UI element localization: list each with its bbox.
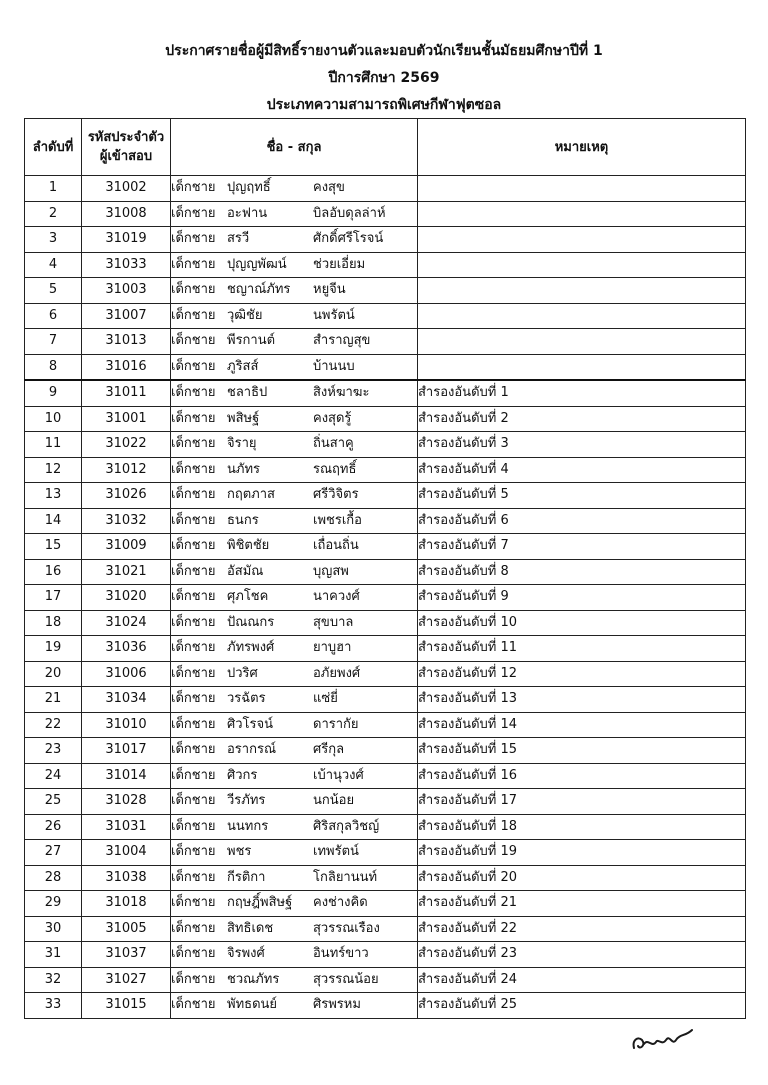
- row-exam-id: 31018: [82, 891, 171, 917]
- row-order: 20: [25, 661, 82, 687]
- row-exam-id: 31033: [82, 252, 171, 278]
- name-prefix: เด็กชาย: [171, 205, 216, 221]
- header-name: ชื่อ - สกุล: [171, 119, 418, 176]
- last-name: สิงห์ฆาฆะ: [313, 385, 370, 401]
- table-row: [25, 840, 746, 866]
- row-note: สำรองอันดับที่ 18: [418, 814, 746, 840]
- row-order: 24: [25, 763, 82, 789]
- name-prefix: เด็กชาย: [171, 716, 216, 732]
- row-order: 25: [25, 789, 82, 815]
- last-name: ศักดิ์ศรีโรจน์: [313, 231, 384, 247]
- name-prefix: เด็กชาย: [171, 640, 216, 656]
- row-exam-id: 31014: [82, 763, 171, 789]
- row-exam-id: 31002: [82, 176, 171, 202]
- row-full-name: [171, 967, 418, 993]
- name-prefix: เด็กชาย: [171, 563, 216, 579]
- last-name: เทพรัตน์: [313, 844, 359, 860]
- first-name: อรากรณ์: [227, 742, 277, 758]
- last-name: ศิริสกุลวิชญ์: [313, 818, 380, 834]
- row-exam-id: 31028: [82, 789, 171, 815]
- last-name: ถิ่นสาคู: [313, 436, 354, 452]
- student-roster-table: [24, 118, 746, 1019]
- row-exam-id: 31022: [82, 432, 171, 458]
- row-full-name: [171, 840, 418, 866]
- row-full-name: [171, 278, 418, 304]
- last-name: ดารากัย: [313, 716, 359, 732]
- row-order: 33: [25, 993, 82, 1019]
- name-prefix: เด็กชาย: [171, 971, 216, 987]
- row-note: สำรองอันดับที่ 12: [418, 661, 746, 687]
- row-exam-id: 31003: [82, 278, 171, 304]
- row-exam-id: 31011: [82, 380, 171, 406]
- row-note: สำรองอันดับที่ 6: [418, 508, 746, 534]
- first-name: พีรกานต์: [227, 333, 276, 349]
- row-full-name: [171, 227, 418, 253]
- row-order: 11: [25, 432, 82, 458]
- row-order: 30: [25, 916, 82, 942]
- table-row: [25, 661, 746, 687]
- table-row: [25, 329, 746, 355]
- name-prefix: เด็กชาย: [171, 818, 216, 834]
- row-note: [418, 278, 746, 304]
- name-prefix: เด็กชาย: [171, 997, 216, 1013]
- name-prefix: เด็กชาย: [171, 487, 216, 503]
- row-full-name: [171, 763, 418, 789]
- last-name: สุวรรณน้อย: [313, 971, 379, 987]
- row-full-name: [171, 508, 418, 534]
- row-order: 28: [25, 865, 82, 891]
- row-order: 21: [25, 687, 82, 713]
- table-row: [25, 636, 746, 662]
- row-exam-id: 31007: [82, 303, 171, 329]
- table-row: [25, 738, 746, 764]
- row-full-name: [171, 432, 418, 458]
- first-name: ปุญญพัฒน์: [227, 256, 287, 272]
- row-exam-id: 31026: [82, 483, 171, 509]
- row-note: [418, 303, 746, 329]
- last-name: หยูจีน: [313, 282, 346, 298]
- last-name: อินทร์ขาว: [313, 946, 369, 962]
- row-exam-id: 31038: [82, 865, 171, 891]
- name-prefix: เด็กชาย: [171, 793, 216, 809]
- row-order: 27: [25, 840, 82, 866]
- name-prefix: เด็กชาย: [171, 512, 216, 528]
- last-name: รณฤทธิ์: [313, 461, 357, 477]
- first-name: ธนกร: [227, 512, 259, 528]
- row-note: สำรองอันดับที่ 16: [418, 763, 746, 789]
- row-full-name: [171, 814, 418, 840]
- header-order: ลำดับที่: [25, 119, 82, 176]
- table-row: [25, 712, 746, 738]
- row-note: สำรองอันดับที่ 17: [418, 789, 746, 815]
- row-full-name: [171, 865, 418, 891]
- row-order: 26: [25, 814, 82, 840]
- announcement-title: ประกาศรายชื่อผู้มีสิทธิ์รายงานตัวและมอบตัวนักเรียนชั้นมัธยมศึกษาปีที่ 1: [165, 43, 603, 59]
- row-order: 4: [25, 252, 82, 278]
- name-prefix: เด็กชาย: [171, 333, 216, 349]
- table-row: [25, 201, 746, 227]
- row-order: 23: [25, 738, 82, 764]
- row-order: 10: [25, 406, 82, 432]
- last-name: คงสุข: [313, 180, 345, 196]
- first-name: ปวริศ: [227, 665, 258, 681]
- first-name: สรวี: [227, 231, 250, 247]
- table-row: [25, 865, 746, 891]
- table-row: [25, 814, 746, 840]
- table-row: [25, 303, 746, 329]
- row-full-name: [171, 687, 418, 713]
- row-exam-id: 31031: [82, 814, 171, 840]
- last-name: เบ้านุวงศ์: [313, 767, 364, 783]
- last-name: สุขบาล: [313, 614, 354, 630]
- last-name: สำราญสุข: [313, 333, 371, 349]
- row-order: 15: [25, 534, 82, 560]
- row-full-name: [171, 738, 418, 764]
- row-full-name: [171, 354, 418, 380]
- row-order: 8: [25, 354, 82, 380]
- last-name: บ้านนบ: [313, 358, 355, 374]
- name-prefix: เด็กชาย: [171, 920, 216, 936]
- row-full-name: [171, 636, 418, 662]
- row-note: สำรองอันดับที่ 23: [418, 942, 746, 968]
- name-prefix: เด็กชาย: [171, 180, 216, 196]
- row-full-name: [171, 585, 418, 611]
- table-row: [25, 967, 746, 993]
- row-exam-id: 31027: [82, 967, 171, 993]
- row-exam-id: 31037: [82, 942, 171, 968]
- first-name: ศิวโรจน์: [227, 716, 274, 732]
- last-name: เถื่อนถิ่น: [313, 538, 359, 554]
- row-order: 22: [25, 712, 82, 738]
- row-full-name: [171, 252, 418, 278]
- first-name: นนทกร: [227, 818, 269, 834]
- academic-year: ปีการศึกษา 2569: [328, 70, 440, 86]
- table-row: [25, 457, 746, 483]
- first-name: พสิษฐ์: [227, 410, 260, 426]
- last-name: ศรีกุล: [313, 742, 345, 758]
- row-order: 13: [25, 483, 82, 509]
- row-note: สำรองอันดับที่ 4: [418, 457, 746, 483]
- last-name: ศรีวิจิตร: [313, 487, 359, 503]
- row-note: สำรองอันดับที่ 22: [418, 916, 746, 942]
- name-prefix: เด็กชาย: [171, 946, 216, 962]
- row-exam-id: 31008: [82, 201, 171, 227]
- row-note: สำรองอันดับที่ 7: [418, 534, 746, 560]
- first-name: วรฉัตร: [227, 691, 266, 707]
- table-row: [25, 432, 746, 458]
- row-exam-id: 31034: [82, 687, 171, 713]
- row-note: [418, 176, 746, 202]
- last-name: นาควงศ์: [313, 589, 360, 605]
- name-prefix: เด็กชาย: [171, 410, 216, 426]
- name-prefix: เด็กชาย: [171, 282, 216, 298]
- table-row: [25, 406, 746, 432]
- row-note: สำรองอันดับที่ 8: [418, 559, 746, 585]
- row-exam-id: 31012: [82, 457, 171, 483]
- row-note: สำรองอันดับที่ 9: [418, 585, 746, 611]
- row-full-name: [171, 201, 418, 227]
- table-row: [25, 354, 746, 380]
- first-name: กฤษฎิ์พสิษฐ์: [227, 895, 293, 911]
- row-order: 32: [25, 967, 82, 993]
- row-note: สำรองอันดับที่ 1: [418, 380, 746, 406]
- table-row: [25, 483, 746, 509]
- name-prefix: เด็กชาย: [171, 767, 216, 783]
- row-note: [418, 329, 746, 355]
- last-name: ศิรพรหม: [313, 997, 361, 1013]
- table-row: [25, 585, 746, 611]
- row-order: 16: [25, 559, 82, 585]
- row-order: 3: [25, 227, 82, 253]
- row-full-name: [171, 329, 418, 355]
- first-name: กฤตภาส: [227, 487, 275, 503]
- row-note: [418, 354, 746, 380]
- first-name: วุฒิชัย: [227, 307, 263, 323]
- row-note: สำรองอันดับที่ 21: [418, 891, 746, 917]
- row-exam-id: 31032: [82, 508, 171, 534]
- last-name: คงสุดรู้: [313, 410, 352, 426]
- row-full-name: [171, 534, 418, 560]
- name-prefix: เด็กชาย: [171, 691, 216, 707]
- last-name: โกลิยานนท์: [313, 869, 378, 885]
- row-full-name: [171, 559, 418, 585]
- row-exam-id: 31020: [82, 585, 171, 611]
- row-exam-id: 31036: [82, 636, 171, 662]
- name-prefix: เด็กชาย: [171, 358, 216, 374]
- row-note: สำรองอันดับที่ 5: [418, 483, 746, 509]
- table-body: [25, 176, 746, 1019]
- row-note: สำรองอันดับที่ 11: [418, 636, 746, 662]
- row-note: สำรองอันดับที่ 14: [418, 712, 746, 738]
- table-row: [25, 278, 746, 304]
- row-full-name: [171, 712, 418, 738]
- signature-icon: [628, 1020, 698, 1060]
- row-full-name: [171, 457, 418, 483]
- first-name: ชลาธิป: [227, 385, 268, 401]
- last-name: ยาบูฮา: [313, 640, 352, 656]
- first-name: ภูริสส์: [227, 358, 259, 374]
- first-name: ปุญฤทธิ์: [227, 180, 271, 196]
- row-exam-id: 31024: [82, 610, 171, 636]
- row-note: สำรองอันดับที่ 24: [418, 967, 746, 993]
- first-name: จิรายุ: [227, 436, 257, 452]
- row-order: 5: [25, 278, 82, 304]
- row-exam-id: 31010: [82, 712, 171, 738]
- last-name: สุวรรณเรือง: [313, 920, 380, 936]
- header-exam-id-line1: รหัสประจำตัว: [87, 130, 165, 145]
- row-order: 6: [25, 303, 82, 329]
- row-full-name: [171, 610, 418, 636]
- name-prefix: เด็กชาย: [171, 844, 216, 860]
- first-name: จิรพงศ์: [227, 946, 265, 962]
- header-note: หมายเหตุ: [418, 119, 746, 176]
- row-note: [418, 201, 746, 227]
- name-prefix: เด็กชาย: [171, 538, 216, 554]
- table-row: [25, 559, 746, 585]
- first-name: พชร: [227, 844, 252, 860]
- row-exam-id: 31006: [82, 661, 171, 687]
- row-full-name: [171, 380, 418, 406]
- row-full-name: [171, 789, 418, 815]
- row-full-name: [171, 303, 418, 329]
- row-order: 14: [25, 508, 82, 534]
- table-row: [25, 176, 746, 202]
- name-prefix: เด็กชาย: [171, 869, 216, 885]
- row-order: 29: [25, 891, 82, 917]
- row-order: 12: [25, 457, 82, 483]
- row-order: 2: [25, 201, 82, 227]
- row-order: 1: [25, 176, 82, 202]
- name-prefix: เด็กชาย: [171, 742, 216, 758]
- last-name: คงช่างคิด: [313, 895, 368, 911]
- table-row: [25, 534, 746, 560]
- first-name: ชญาณ์ภัทร: [227, 282, 291, 298]
- row-full-name: [171, 993, 418, 1019]
- row-order: 19: [25, 636, 82, 662]
- row-order: 17: [25, 585, 82, 611]
- last-name: บุญสพ: [313, 563, 349, 579]
- row-note: [418, 252, 746, 278]
- table-row: [25, 916, 746, 942]
- row-note: สำรองอันดับที่ 3: [418, 432, 746, 458]
- last-name: ช่วยเอี่ยม: [313, 256, 366, 272]
- row-exam-id: 31017: [82, 738, 171, 764]
- table-row: [25, 993, 746, 1019]
- row-note: สำรองอันดับที่ 20: [418, 865, 746, 891]
- table-row: [25, 380, 746, 406]
- last-name: เพชรเกื้อ: [313, 512, 362, 528]
- first-name: พิชิตชัย: [227, 538, 270, 554]
- row-note: สำรองอันดับที่ 13: [418, 687, 746, 713]
- last-name: นพรัตน์: [313, 307, 355, 323]
- row-full-name: [171, 661, 418, 687]
- name-prefix: เด็กชาย: [171, 589, 216, 605]
- table-row: [25, 942, 746, 968]
- row-note: สำรองอันดับที่ 15: [418, 738, 746, 764]
- name-prefix: เด็กชาย: [171, 436, 216, 452]
- row-full-name: [171, 916, 418, 942]
- first-name: อะฟาน: [227, 205, 268, 221]
- table-row: [25, 508, 746, 534]
- row-order: 7: [25, 329, 82, 355]
- row-full-name: [171, 176, 418, 202]
- row-full-name: [171, 942, 418, 968]
- table-row: [25, 891, 746, 917]
- row-note: สำรองอันดับที่ 25: [418, 993, 746, 1019]
- first-name: อัสมัณ: [227, 563, 264, 579]
- row-exam-id: 31021: [82, 559, 171, 585]
- row-full-name: [171, 483, 418, 509]
- first-name: ภัทรพงศ์: [227, 640, 275, 656]
- first-name: นภัทร: [227, 461, 261, 477]
- name-prefix: เด็กชาย: [171, 231, 216, 247]
- document-header: [0, 38, 768, 119]
- table-row: [25, 763, 746, 789]
- row-exam-id: 31016: [82, 354, 171, 380]
- last-name: นกน้อย: [313, 793, 355, 809]
- first-name: กีรติกา: [227, 869, 266, 885]
- table-row: [25, 687, 746, 713]
- header-exam-id: [82, 119, 171, 176]
- row-full-name: [171, 406, 418, 432]
- first-name: พัทธดนย์: [227, 997, 278, 1013]
- row-order: 31: [25, 942, 82, 968]
- table-header-row: [25, 119, 746, 176]
- category-title: ประเภทความสามารถพิเศษกีฬาฟุตซอล: [266, 97, 502, 113]
- name-prefix: เด็กชาย: [171, 614, 216, 630]
- header-exam-id-line2: ผู้เข้าสอบ: [99, 149, 153, 164]
- first-name: วีรภัทร: [227, 793, 266, 809]
- table-row: [25, 789, 746, 815]
- first-name: ปัณณกร: [227, 614, 275, 630]
- row-exam-id: 31013: [82, 329, 171, 355]
- row-exam-id: 31009: [82, 534, 171, 560]
- row-full-name: [171, 891, 418, 917]
- name-prefix: เด็กชาย: [171, 665, 216, 681]
- first-name: ศิวกร: [227, 767, 258, 783]
- name-prefix: เด็กชาย: [171, 256, 216, 272]
- table-row: [25, 610, 746, 636]
- name-prefix: เด็กชาย: [171, 461, 216, 477]
- last-name: แซ่ยี่: [313, 691, 338, 707]
- table-row: [25, 252, 746, 278]
- row-order: 18: [25, 610, 82, 636]
- row-order: 9: [25, 380, 82, 406]
- row-note: [418, 227, 746, 253]
- name-prefix: เด็กชาย: [171, 895, 216, 911]
- row-note: สำรองอันดับที่ 2: [418, 406, 746, 432]
- row-exam-id: 31001: [82, 406, 171, 432]
- row-exam-id: 31015: [82, 993, 171, 1019]
- row-exam-id: 31019: [82, 227, 171, 253]
- first-name: ชวณภัทร: [227, 971, 280, 987]
- name-prefix: เด็กชาย: [171, 385, 216, 401]
- last-name: อภัยพงศ์: [313, 665, 361, 681]
- table-row: [25, 227, 746, 253]
- first-name: สิทธิเดช: [227, 920, 274, 936]
- row-note: สำรองอันดับที่ 10: [418, 610, 746, 636]
- row-note: สำรองอันดับที่ 19: [418, 840, 746, 866]
- row-exam-id: 31004: [82, 840, 171, 866]
- last-name: บิลอับดุลล่าห์: [313, 205, 386, 221]
- name-prefix: เด็กชาย: [171, 307, 216, 323]
- first-name: ศุภโชค: [227, 589, 269, 605]
- row-exam-id: 31005: [82, 916, 171, 942]
